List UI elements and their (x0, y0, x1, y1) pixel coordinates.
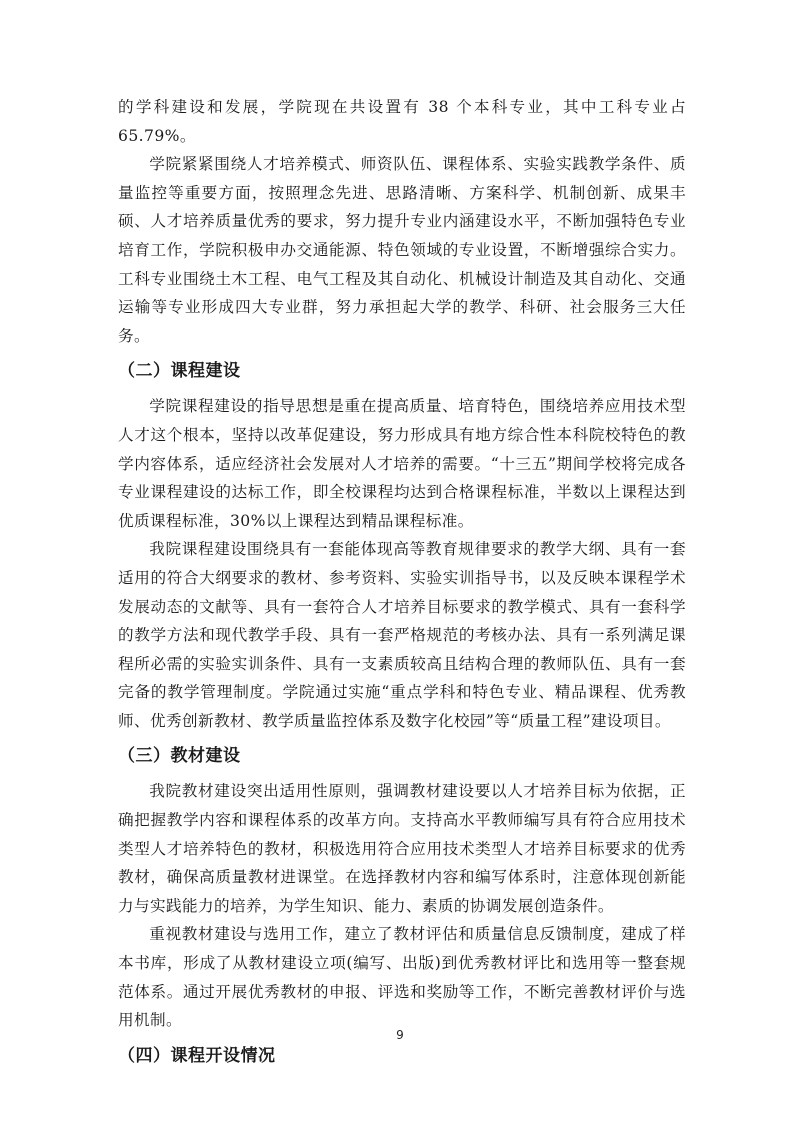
paragraph-continued: 的学科建设和发展，学院现在共设置有 38 个本科专业，其中工科专业占 65.79%。 (118, 98, 686, 145)
paragraph-course-guideline: 学院课程建设的指导思想是重在提高质量、培育特色，围绕培养应用技术型人才这个根本，坚持以改革促建设，努力形成具有地方综合性本科院校特色的教学内容体系，适应经济社会发展对人才培养的需要。“十三五”期间学校将完成各专业课程建设的达标工作，即全校课程均达到合格课程标准，半数以上课程达到优质课程标准，30%以上课程达到精品课程标准。 (118, 397, 686, 530)
section-heading-textbook-construction: （三）教材建设 (118, 746, 241, 767)
page-number: 9 (396, 1028, 404, 1042)
paragraph-textbook-selection: 重视教材建设与选用工作，建立了教材评估和质量信息反馈制度，建成了样本书库，形成了从教材建设立项(编写、出版)到优秀教材评比和选用等一整套规范体系。通过开展优秀教材的申报、评选和奖励等工作，不断完善教材评价与选用机制。 (118, 925, 686, 1030)
paragraph-textbook-principle: 我院教材建设突出适用性原则，强调教材建设要以人才培养目标为依据，正确把握教学内容和课程体系的改革方向。支持高水平教师编写具有符合应用技术类型人才培养特色的教材，积极选用符合应用技术类型人才培养目标要求的优秀教材，确保高质量教材进课堂。在选择教材内容和编写体系时，注意体现创新能力与实践能力的培养，为学生知识、能力、素质的协调发展创造条件。 (118, 782, 686, 915)
paragraph-course-requirements: 我院课程建设围绕具有一套能体现高等教育规律要求的教学大纲、具有一套适用的符合大纲要求的教材、参考资料、实验实训指导书，以及反映本课程学术发展动态的文献等、具有一套符合人才培养目标要求的教学模式、具有一套科学的教学方法和现代教学手段、具有一套严格规范的考核办法、具有一系列满足课程所必需的实验实训条件、具有一支素质较高且结构合理的教师队伍、具有一套完备的教学管理制度。学院通过实施“重点学科和特色专业、精品课程、优秀教师、优秀创新教材、教学质量监控体系及数字化校园”等“质量工程”建设项目。 (118, 540, 686, 730)
section-heading-course-offering: （四）课程开设情况 (118, 1045, 276, 1066)
section-heading-course-construction: （二）课程建设 (118, 361, 241, 382)
paragraph-major-construction: 学院紧紧围绕人才培养模式、师资队伍、课程体系、实验实践教学条件、质量监控等重要方面，按照理念先进、思路清晰、方案科学、机制创新、成果丰硕、人才培养质量优秀的要求，努力提升专业内涵建设水平，不断加强特色专业培育工作，学院积极申办交通能源、特色领域的专业设置，不断增强综合实力。工科专业围绕土木工程、电气工程及其自动化、机械设计制造及其自动化、交通运输等专业形成四大专业群，努力承担起大学的教学、科研、社会服务三大任务。 (118, 155, 686, 345)
document-body (118, 93, 686, 1077)
